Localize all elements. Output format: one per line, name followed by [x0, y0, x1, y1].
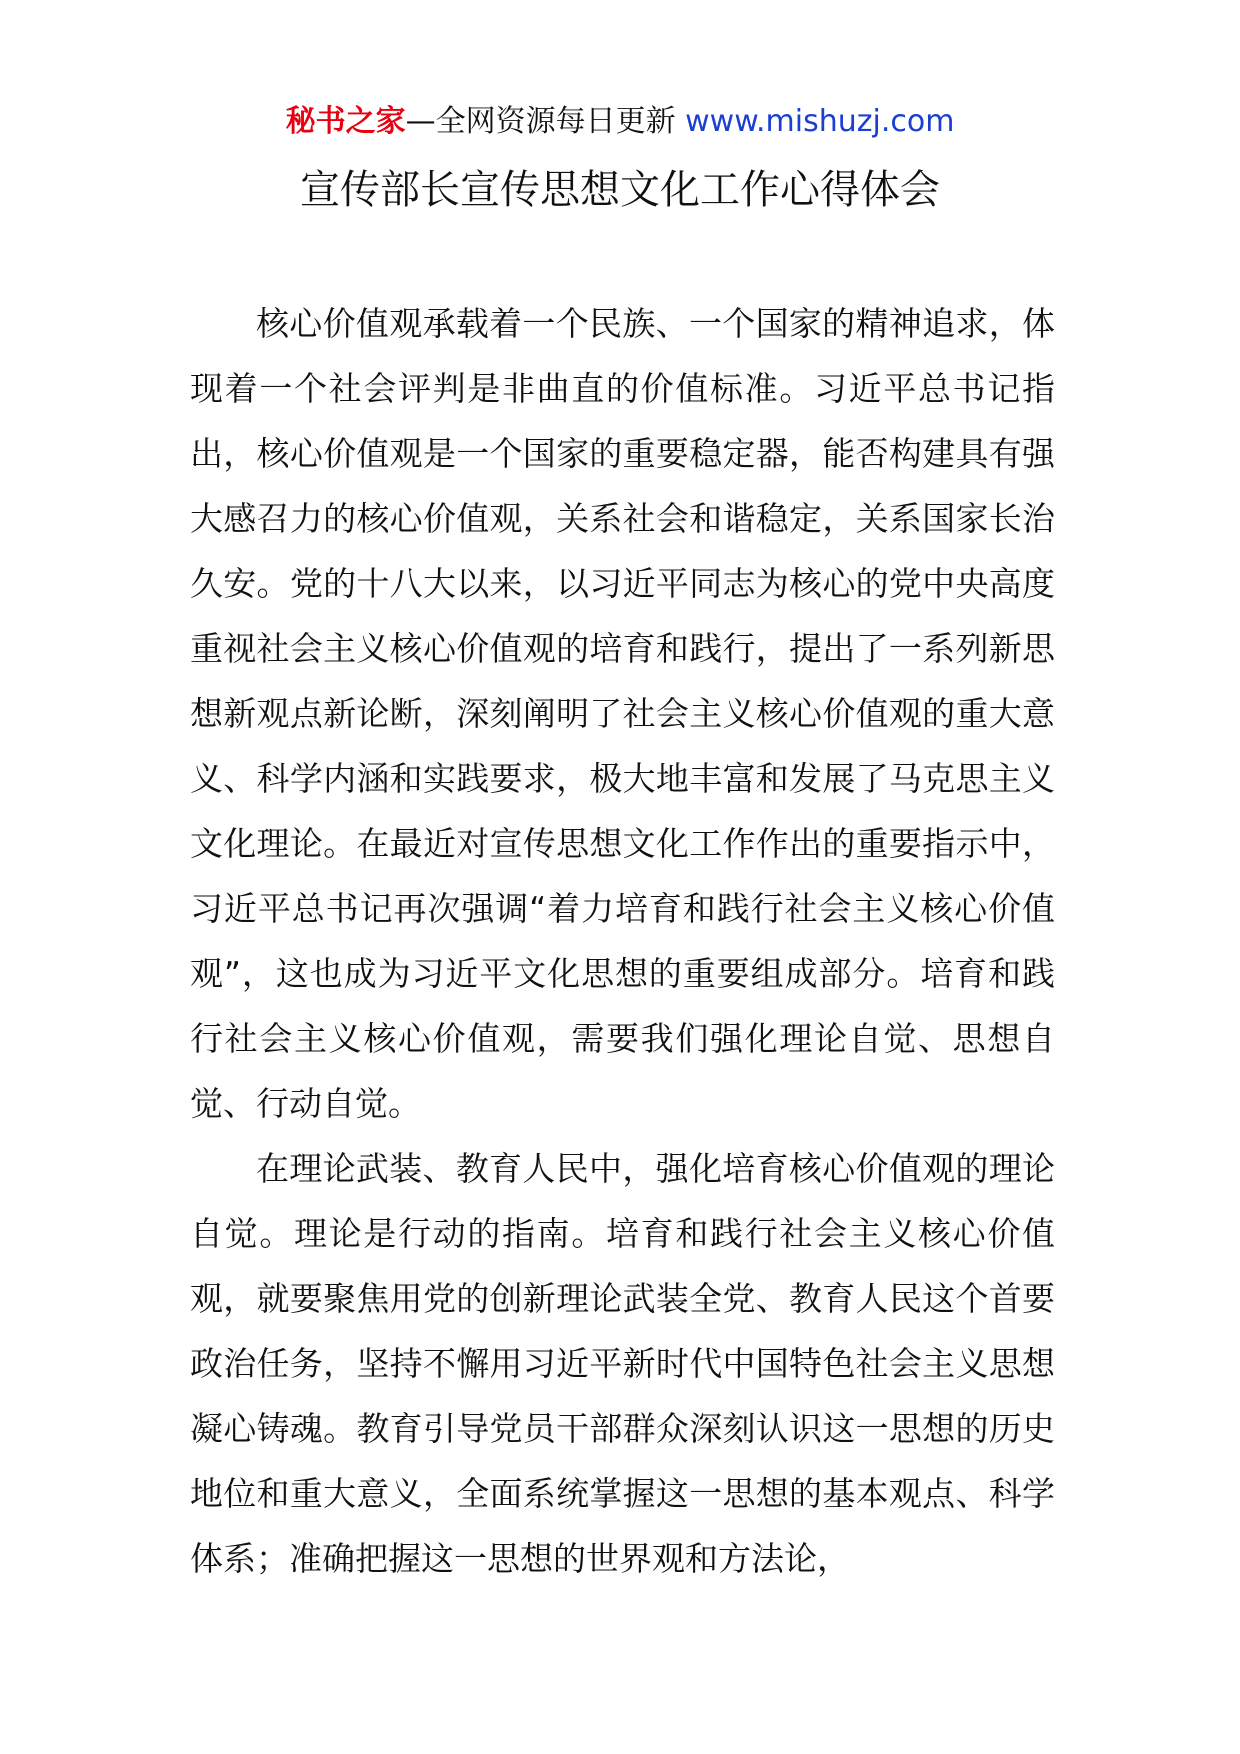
- paragraph-1: 核心价值观承载着一个民族、一个国家的精神追求，体现着一个社会评判是非曲直的价值标准。习近平总书记指出，核心价值观是一个国家的重要稳定器，能否构建具有强大感召力的核心价值观，关系社会和谐稳定，关系国家长治久安。党的十八大以来，以习近平同志为核心的党中央高度重视社会主义核心价值观的培育和践行，提出了一系列新思想新观点新论断，深刻阐明了社会主义核心价值观的重大意义、科学内涵和实践要求，极大地丰富和发展了马克思主义文化理论。在最近对宣传思想文化工作作出的重要指示中，习近平总书记再次强调“着力培育和践行社会主义核心价值观”，这也成为习近平文化思想的重要组成部分。培育和践行社会主义核心价值观，需要我们强化理论自觉、思想自觉、行动自觉。: [190, 304, 1055, 1123]
- site-header: [0, 100, 1240, 144]
- document-title: 宣传部长宣传思想文化工作心得体会: [300, 167, 940, 213]
- paragraph-2: 在理论武装、教育人民中，强化培育核心价值观的理论自觉。理论是行动的指南。培育和践行社会主义核心价值观，就要聚焦用党的创新理论武装全党、教育人民这个首要政治任务，坚持不懈用习近平新时代中国特色社会主义思想凝心铸魂。教育引导党员干部群众深刻认识这一思想的历史地位和重大意义，全面系统掌握这一思想的基本观点、科学体系；准确把握这一思想的世界观和方法论，: [190, 1149, 1055, 1578]
- site-url[interactable]: www.mishuzj.com: [685, 104, 955, 139]
- site-brand: 秘书之家: [285, 104, 406, 139]
- site-tagline: —全网资源每日更新: [405, 104, 686, 139]
- document-body: [190, 291, 1055, 1591]
